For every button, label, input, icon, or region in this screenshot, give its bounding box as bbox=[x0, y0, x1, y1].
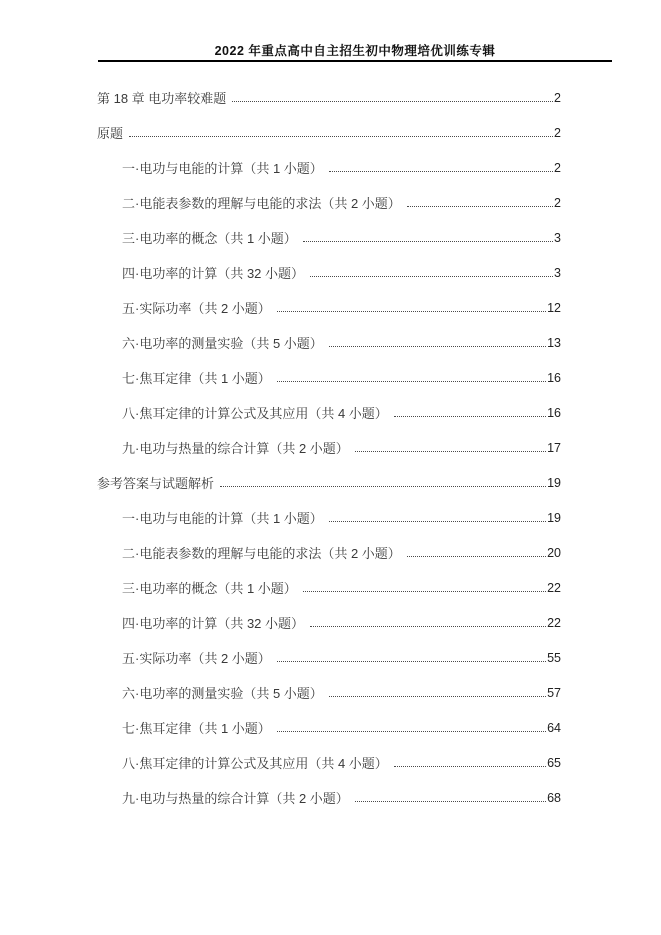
toc-entry-page: 68 bbox=[547, 790, 561, 805]
toc-entry[interactable] bbox=[97, 430, 561, 465]
toc-entry[interactable] bbox=[97, 325, 561, 360]
toc-entry-page: 57 bbox=[547, 685, 561, 700]
toc-entry-label: 九·电功与热量的综合计算（共 2 小题） bbox=[122, 441, 349, 456]
toc-entry[interactable] bbox=[97, 745, 561, 780]
toc-entry-label: 九·电功与热量的综合计算（共 2 小题） bbox=[122, 791, 349, 806]
toc-entry-label: 五·实际功率（共 2 小题） bbox=[122, 651, 271, 666]
toc-entry-label: 七·焦耳定律（共 1 小题） bbox=[122, 371, 271, 386]
toc-leader-dots bbox=[310, 276, 553, 277]
toc-entry-page: 20 bbox=[547, 545, 561, 560]
toc-entry[interactable] bbox=[97, 290, 561, 325]
toc-leader-dots bbox=[277, 381, 546, 382]
toc-entry[interactable] bbox=[97, 500, 561, 535]
toc-entry-page: 64 bbox=[547, 720, 561, 735]
toc-entry[interactable] bbox=[97, 185, 561, 220]
toc-entry-label: 八·焦耳定律的计算公式及其应用（共 4 小题） bbox=[122, 756, 388, 771]
toc-entry[interactable] bbox=[97, 780, 561, 815]
toc-leader-dots bbox=[407, 556, 546, 557]
toc-leader-dots bbox=[277, 661, 546, 662]
toc-entry-label: 六·电功率的测量实验（共 5 小题） bbox=[122, 336, 323, 351]
toc-entry-page: 12 bbox=[547, 300, 561, 315]
toc-entry-label: 五·实际功率（共 2 小题） bbox=[122, 301, 271, 316]
header-divider-rule bbox=[98, 60, 612, 62]
toc-entry[interactable] bbox=[97, 605, 561, 640]
toc-entry[interactable] bbox=[97, 255, 561, 290]
toc-entry-label: 六·电功率的测量实验（共 5 小题） bbox=[122, 686, 323, 701]
toc-entry-label: 四·电功率的计算（共 32 小题） bbox=[122, 266, 305, 281]
toc-entry-page: 16 bbox=[547, 370, 561, 385]
toc-entry[interactable] bbox=[97, 80, 561, 115]
toc-entry-page: 2 bbox=[554, 195, 561, 210]
toc-entry-label: 七·焦耳定律（共 1 小题） bbox=[122, 721, 271, 736]
toc-entry[interactable] bbox=[97, 535, 561, 570]
toc-entry-page: 2 bbox=[554, 125, 561, 140]
toc-entry[interactable] bbox=[97, 220, 561, 255]
toc-leader-dots bbox=[277, 731, 546, 732]
toc-leader-dots bbox=[329, 171, 553, 172]
document-header-title: 2022 年重点高中自主招生初中物理培优训练专辑 bbox=[214, 44, 496, 58]
toc-entry[interactable] bbox=[97, 115, 561, 150]
toc-entry-page: 55 bbox=[547, 650, 561, 665]
toc-entry-page: 22 bbox=[547, 615, 561, 630]
toc-entry-page: 3 bbox=[554, 230, 561, 245]
toc-entry-label: 四·电功率的计算（共 32 小题） bbox=[122, 616, 305, 631]
toc-entry-label: 三·电功率的概念（共 1 小题） bbox=[122, 581, 297, 596]
toc-leader-dots bbox=[329, 521, 546, 522]
toc-entry-page: 3 bbox=[554, 265, 561, 280]
toc-entry-page: 65 bbox=[547, 755, 561, 770]
toc-entry-label: 第 18 章 电功率较难题 bbox=[97, 91, 227, 106]
toc-entry-page: 13 bbox=[547, 335, 561, 350]
toc-entry[interactable] bbox=[97, 395, 561, 430]
toc-leader-dots bbox=[355, 451, 546, 452]
toc-leader-dots bbox=[394, 766, 546, 767]
toc-entry-label: 一·电功与电能的计算（共 1 小题） bbox=[122, 161, 323, 176]
toc-leader-dots bbox=[329, 696, 546, 697]
toc-entry-page: 16 bbox=[547, 405, 561, 420]
toc-entry[interactable] bbox=[97, 640, 561, 675]
toc-entry[interactable] bbox=[97, 360, 561, 395]
toc-entry-page: 2 bbox=[554, 160, 561, 175]
toc-entry[interactable] bbox=[97, 150, 561, 185]
toc-entry-page: 19 bbox=[547, 510, 561, 525]
toc-leader-dots bbox=[129, 136, 553, 137]
toc-entry[interactable] bbox=[97, 675, 561, 710]
toc-entry-label: 一·电功与电能的计算（共 1 小题） bbox=[122, 511, 323, 526]
toc-entry-page: 19 bbox=[547, 475, 561, 490]
toc-entry[interactable] bbox=[97, 710, 561, 745]
table-of-contents bbox=[97, 80, 561, 815]
toc-leader-dots bbox=[407, 206, 553, 207]
toc-entry-page: 22 bbox=[547, 580, 561, 595]
toc-leader-dots bbox=[303, 241, 553, 242]
toc-leader-dots bbox=[232, 101, 553, 102]
toc-leader-dots bbox=[220, 486, 546, 487]
toc-entry[interactable] bbox=[97, 465, 561, 500]
toc-entry-label: 二·电能表参数的理解与电能的求法（共 2 小题） bbox=[122, 196, 401, 211]
toc-entry[interactable] bbox=[97, 570, 561, 605]
toc-leader-dots bbox=[277, 311, 546, 312]
toc-leader-dots bbox=[310, 626, 546, 627]
toc-leader-dots bbox=[355, 801, 546, 802]
toc-entry-page: 2 bbox=[554, 90, 561, 105]
toc-entry-page: 17 bbox=[547, 440, 561, 455]
toc-leader-dots bbox=[303, 591, 546, 592]
toc-entry-label: 参考答案与试题解析 bbox=[97, 476, 215, 491]
toc-entry-label: 二·电能表参数的理解与电能的求法（共 2 小题） bbox=[122, 546, 401, 561]
toc-entry-label: 八·焦耳定律的计算公式及其应用（共 4 小题） bbox=[122, 406, 388, 421]
toc-leader-dots bbox=[329, 346, 546, 347]
toc-leader-dots bbox=[394, 416, 546, 417]
toc-entry-label: 三·电功率的概念（共 1 小题） bbox=[122, 231, 297, 246]
toc-entry-label: 原题 bbox=[97, 126, 124, 141]
